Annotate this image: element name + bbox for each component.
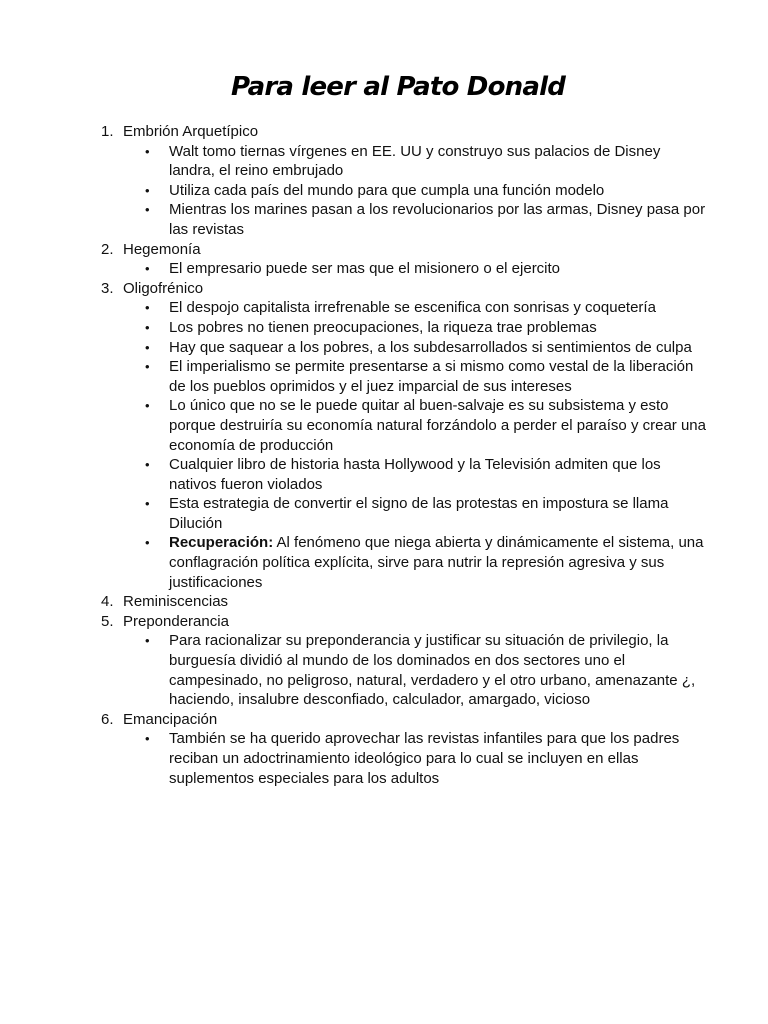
- section-number: 4.: [101, 593, 114, 611]
- section-heading-row: [0, 612, 768, 632]
- bullet-dot-icon: •: [145, 319, 150, 335]
- bullet-list: [0, 259, 768, 279]
- bullet-item: [0, 259, 768, 279]
- numbered-outline: [0, 122, 768, 788]
- bullet-dot-icon: •: [145, 182, 150, 198]
- bullet-item: [0, 396, 768, 455]
- bullet-item: [0, 318, 768, 338]
- section-heading: Preponderancia: [123, 612, 229, 630]
- section-heading: Emancipación: [123, 710, 218, 728]
- bullet-item: [0, 181, 768, 201]
- outline-section: [0, 240, 768, 279]
- bullet-dot-icon: •: [145, 496, 150, 512]
- bullet-item: [0, 338, 768, 358]
- section-number: 3.: [101, 279, 114, 297]
- section-heading: Embrión Arquetípico: [123, 123, 259, 140]
- bullet-text: Utiliza cada país del mundo para que cumpla una función modelo: [169, 181, 605, 199]
- bullet-dot-icon: •: [145, 202, 150, 218]
- bullet-text: El imperialismo se permite presentarse a si mismo como vestal de la liberación de los pueblos oprimidos y el juez imparcial de sus intereses: [169, 358, 694, 395]
- section-heading-row: [0, 240, 768, 260]
- bullet-item: [0, 494, 768, 533]
- page-title: Para leer al Pato Donald: [230, 72, 566, 102]
- bullet-text: También se ha querido aprovechar las revistas infantiles para que los padres reciban un adoctrinamiento ideológico para lo cual se incluyen en ellas suplementos especiales para los adultos: [169, 730, 680, 787]
- bullet-text: El despojo capitalista irrefrenable se escenifica con sonrisas y coquetería: [169, 299, 656, 317]
- bullet-list: [0, 142, 768, 240]
- section-number: 1.: [101, 123, 114, 140]
- bullet-dot-icon: •: [145, 633, 150, 649]
- outline-section: [0, 122, 768, 240]
- bullet-dot-icon: •: [145, 731, 150, 747]
- bullet-dot-icon: •: [145, 300, 150, 316]
- bullet-list: [0, 729, 768, 788]
- outline-section: [0, 710, 768, 788]
- bullet-text: Hay que saquear a los pobres, a los subdesarrollados si sentimientos de culpa: [169, 338, 692, 356]
- bullet-dot-icon: •: [145, 359, 150, 375]
- bullet-text: Cualquier libro de historia hasta Hollywood y la Televisión admiten que los nativos fueron violados: [169, 456, 661, 493]
- outline-section: [0, 279, 768, 593]
- bullet-text: Mientras los marines pasan a los revolucionarios por las armas, Disney pasa por las revistas: [169, 201, 706, 238]
- bullet-text: Los pobres no tienen preocupaciones, la riqueza trae problemas: [169, 318, 597, 336]
- section-heading-row: [0, 710, 768, 730]
- section-number: 2.: [101, 240, 114, 258]
- bullet-dot-icon: •: [145, 143, 150, 159]
- section-heading-row: [0, 592, 768, 612]
- bullet-text: Al fenómeno que niega abierta y dinámicamente el sistema, una conflagración política explícita, sirve para nutrir la represión agresiva y sus justificaciones: [169, 534, 704, 591]
- bullet-item: [0, 298, 768, 318]
- bullet-item: [0, 200, 768, 239]
- bullet-dot-icon: •: [145, 339, 150, 355]
- outline-section: [0, 592, 768, 612]
- bullet-list: [0, 298, 768, 592]
- bullet-dot-icon: •: [145, 261, 150, 277]
- bullet-list: [0, 631, 768, 709]
- section-number: 5.: [101, 612, 114, 630]
- bullet-dot-icon: •: [145, 457, 150, 473]
- section-heading-row: [0, 122, 768, 142]
- bullet-lead-term: Recuperación:: [169, 534, 274, 552]
- bullet-item: [0, 729, 768, 788]
- bullet-text: Lo único que no se le puede quitar al buen-salvaje es su subsistema y esto porque destruiría su economía natural forzándolo a perder el paraíso y crear una economía de producción: [169, 397, 706, 454]
- bullet-item: [0, 455, 768, 494]
- section-heading: Hegemonía: [123, 240, 201, 258]
- outline-section: [0, 612, 768, 710]
- bullet-dot-icon: •: [145, 398, 150, 414]
- bullet-item: [0, 631, 768, 709]
- section-number: 6.: [101, 710, 114, 728]
- section-heading: Reminiscencias: [123, 593, 229, 611]
- bullet-text: El empresario puede ser mas que el misionero o el ejercito: [169, 260, 561, 278]
- section-heading-row: [0, 279, 768, 299]
- bullet-item: [0, 357, 768, 396]
- bullet-item: [0, 533, 768, 592]
- section-heading: Oligofrénico: [123, 279, 204, 297]
- bullet-text: Walt tomo tiernas vírgenes en EE. UU y construyo sus palacios de Disney landra, el reino embrujado: [169, 142, 661, 180]
- bullet-text: Para racionalizar su preponderancia y justificar su situación de privilegio, la burguesía dividió al mundo de los dominados en dos sectores uno el campesinado, no peligroso, natural, verdadero y el otro urbano, amenazante ¿, haciendo, insalubre desconfiado, calculador, amargado, vicioso: [169, 632, 696, 709]
- bullet-dot-icon: •: [145, 535, 150, 551]
- bullet-text: Esta estrategia de convertir el signo de las protestas en impostura se llama Dilución: [169, 495, 669, 532]
- bullet-item: [0, 142, 768, 181]
